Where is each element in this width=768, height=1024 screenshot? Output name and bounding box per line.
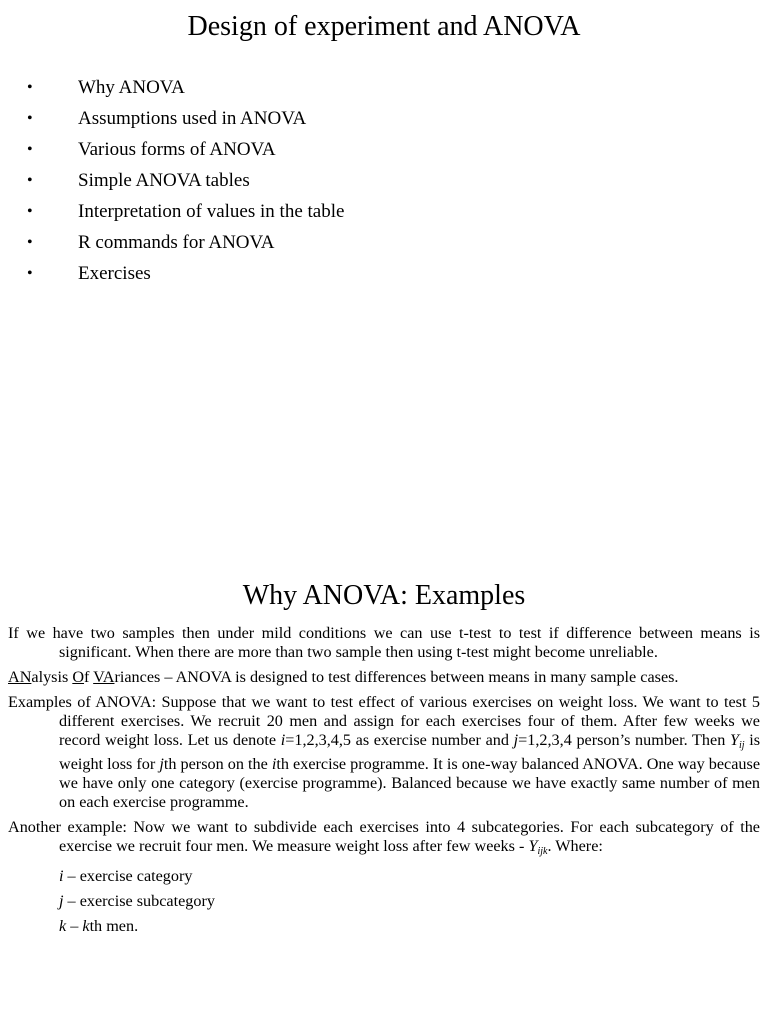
paragraph-example-nested: Another example: Now we want to subdivide each exercises into 4 subcategories. For each subcategory of the exercise we recruit four men. We measure weight loss after few weeks - Yijk. Where: — [8, 818, 760, 857]
bullet-text: R commands for ANOVA — [78, 232, 275, 253]
bullet-item — [0, 134, 768, 165]
slide-2-title: Why ANOVA: Examples — [242, 580, 526, 611]
paragraph-example-one-way: Examples of ANOVA: Suppose that we want to test effect of various exercises on weight loss. We want to test 5 different exercises. We recruit 20 men and assign for each exercises four of them. After few weeks we record weight loss. Let us denote i=1,2,3,4,5 as exercise number and j=1,2,3,4 person’s number. Then Yij is weight loss for jth person on the ith exercise programme. It is one-way balanced ANOVA. One way because we have only one category (exercise programme). Balanced because we have exactly same number of men on each exercise programme. — [8, 693, 761, 811]
slide-1-title: Design of experiment and ANOVA — [187, 11, 581, 42]
bullet-text: Interpretation of values in the table — [78, 201, 345, 222]
bullet-item — [0, 165, 768, 196]
definition-k: k – kth men. — [59, 917, 139, 935]
bullet-text: Simple ANOVA tables — [78, 170, 250, 191]
bullet-item — [0, 103, 768, 134]
bullet-text: Exercises — [78, 263, 151, 284]
bullet-dot-icon: • — [27, 234, 33, 251]
bullet-dot-icon: • — [27, 141, 33, 158]
bullet-item — [0, 196, 768, 227]
definition-j: j – exercise subcategory — [59, 892, 215, 910]
bullet-text: Why ANOVA — [78, 77, 185, 98]
bullet-dot-icon: • — [27, 110, 33, 127]
definition-i: i – exercise category — [59, 867, 193, 885]
bullet-item — [0, 227, 768, 258]
paragraph-anova-definition: ANalysis Of VAriances – ANOVA is designed to test differences between means in many sample cases. — [8, 668, 679, 686]
paragraph-t-test: If we have two samples then under mild conditions we can use t-test to test if difference between means is significant. When there are more than two sample then using t-test might become unreliable. — [8, 624, 760, 661]
bullet-text: Assumptions used in ANOVA — [78, 108, 307, 129]
bullet-dot-icon: • — [27, 203, 33, 220]
topic-bullet-list — [0, 72, 768, 289]
bullet-dot-icon: • — [27, 265, 33, 282]
bullet-item — [0, 72, 768, 103]
slide-2 — [0, 576, 768, 1024]
bullet-dot-icon: • — [27, 79, 33, 96]
bullet-dot-icon: • — [27, 172, 33, 189]
bullet-text: Various forms of ANOVA — [78, 139, 276, 160]
bullet-item — [0, 258, 768, 289]
slide-2-body — [8, 624, 760, 942]
